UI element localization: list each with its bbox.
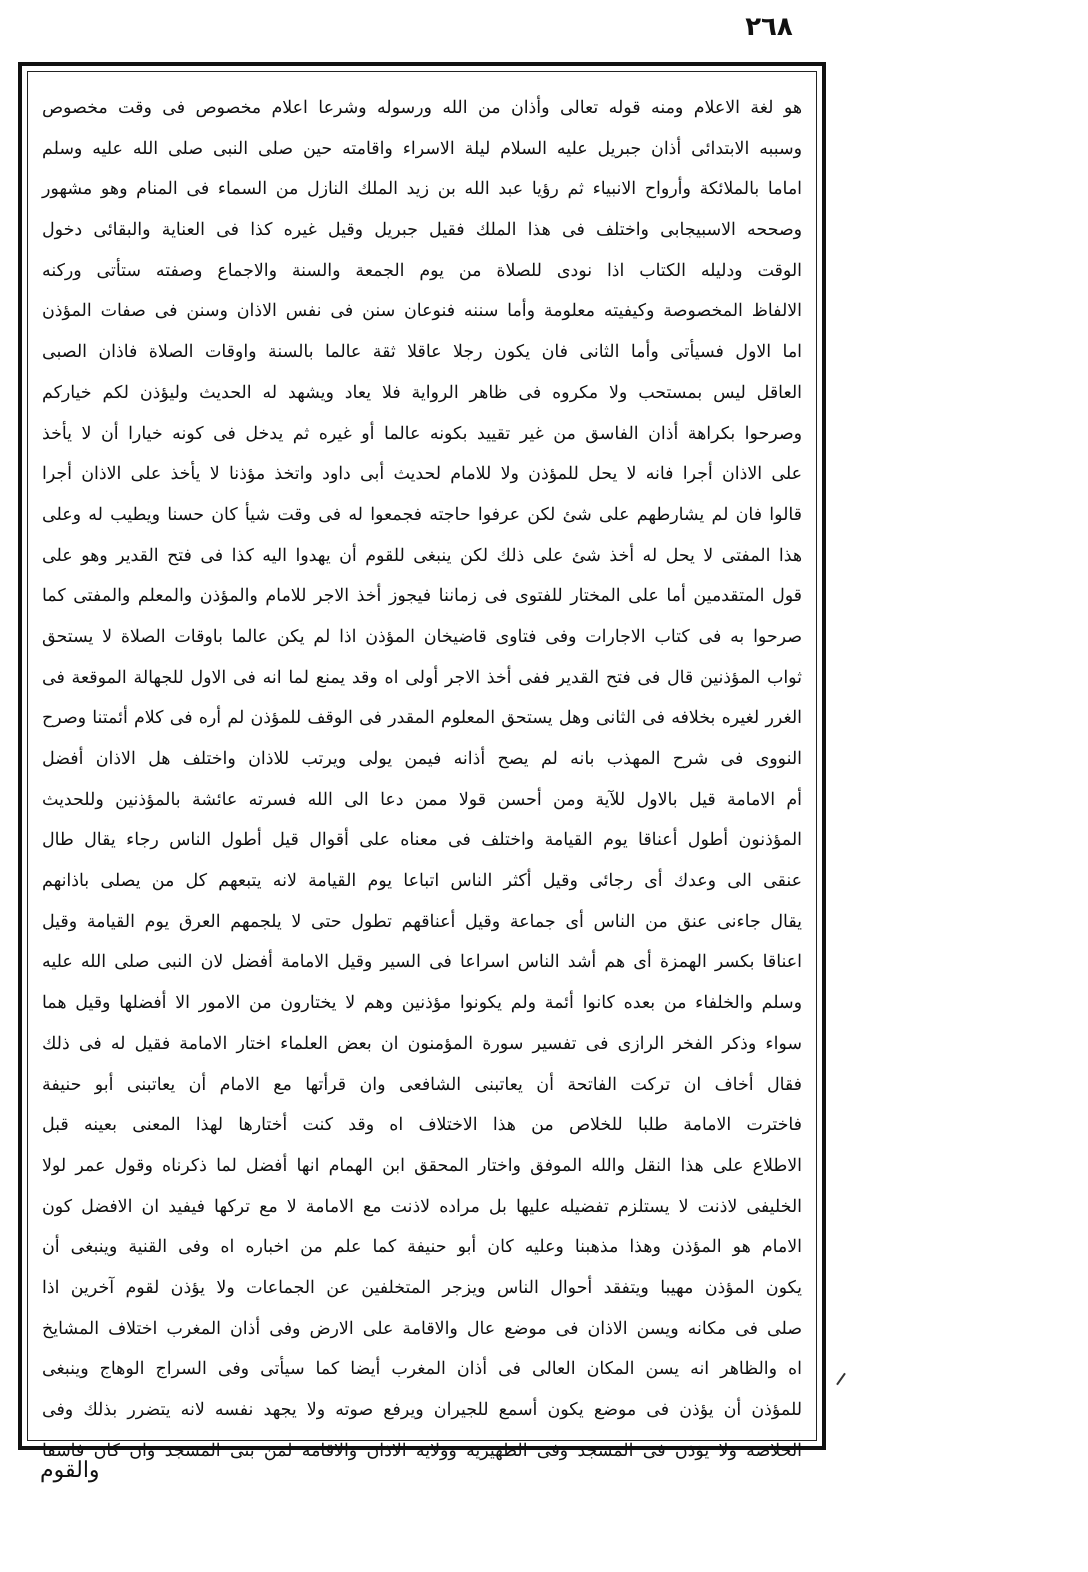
text-line: الغرر لغيره بخلافه فى الثانى وهل يستحق المعلوم المقدر فى الوقف للمؤذن لم أره فى كلام أئمتنا وصرح: [42, 708, 802, 729]
text-line: اه والظاهر انه يسن المكان العالى فى أذان المغرب أيضا كما سيأتى وفى السراج الوهاج وينبغى: [42, 1359, 802, 1380]
text-line: يقال جاءنى عنق من الناس أى جماعة وقيل أعناقهم تطول حتى لا يلجمهم العرق يوم القيامة وقيل: [42, 911, 802, 932]
text-line: الوقت ودليله الكتاب اذا نودى للصلاة من يوم الجمعة والسنة والاجماع وصفته ستأتى وركنه: [42, 260, 802, 281]
text-line: اعناقا بكسر الهمزة أى هم أشد الناس اسراعا فى السير وقيل الامامة أفضل لان النبى صلى الله عليه: [42, 952, 802, 973]
text-line: على الاذان أجرا فانه لا يحل للمؤذن ولا للامام لحديث أبى داود واتخذ مؤذنا لا يأخذ على الاذان أجرا: [42, 464, 802, 485]
text-line: اما الاول فسيأتى وأما الثانى فان يكون رجلا عاقلا ثقة عالما بالسنة واوقات الصلاة فاذان الصبى: [42, 342, 802, 363]
text-line: وصححه الاسبيجابى واختلف فى هذا الملك فقيل جبريل وقيل غيره كذا فى العناية والبقائى دخول: [42, 220, 802, 241]
margin-mark: [836, 1373, 846, 1386]
text-body: [27, 71, 817, 1461]
text-line: سواء وذكر الفخر الرازى فى تفسير سورة المؤمنون ان بعض العلماء اختار الامامة فقيل له فى ذلك: [42, 1033, 802, 1054]
text-line: ثواب المؤذنين قال فى فتح القدير ففى أخذ الاجر أولى اه وقد يمنع لما انه فى الاول للجهالة الموقعة فى: [42, 667, 802, 688]
text-line: المؤذنون أطول أعناقا يوم القيامة واختلف فى معناه على أقوال قيل أطول الناس رجاء يقال طال: [42, 830, 802, 851]
text-line: النووى فى شرح المهذب بانه لم يصح أذانه فيمن يولى ويرتب للاذان واختلف هل الاذان أفضل: [42, 749, 802, 769]
page-number: ٢٦٨: [745, 12, 793, 42]
text-line: صرحوا به فى كتاب الاجارات وفى فتاوى قاضيخان المؤذن اذا لم يكن عالما باوقات الصلاة لا يستحق: [42, 626, 802, 647]
text-line: الامام هو المؤذن وهذا مذهبنا وعليه كان أبو حنيفة كما علم من اخباره اه وفى القنية وينبغى أن: [42, 1237, 802, 1258]
text-line: يكون المؤذن مهيبا ويتفقد أحوال الناس ويزجر المتخلفين عن الجماعات ولا يؤذن لقوم آخرين اذا: [42, 1277, 802, 1298]
text-line: وسببه الابتدائى أذان جبريل عليه السلام ليلة الاسراء واقامته حين صلى النبى صلى الله عليه وسلم: [42, 138, 802, 159]
text-frame: [18, 62, 826, 1461]
text-line: عنقى الى وعدك أى رجائى وقيل أكثر الناس اتباعا يوم القيامة لانه يتبعهم كل من يصلى باذانهم: [42, 871, 802, 892]
text-line: اماما بالملائكة وأرواح الانبياء ثم رؤيا عبد الله بن زيد الملك النازل من السماء فى المنام وهو مشهور: [42, 179, 802, 200]
text-line: الاطلاع على هذا النقل والله الموفق واختار المحقق ابن الهمام انها أفضل لما ذكرناه وقول عمر لولا: [42, 1155, 802, 1176]
text-line: قالوا فان لم يشارطهم على شئ لكن عرفوا حاجته فجمعوا له فى وقت شيأ كان حسنا ويطيب له وعلى: [42, 504, 802, 525]
text-line: أم الامامة قيل بالاول للآية ومن أحسن قولا ممن دعا الى الله فسرته عائشة بالمؤذنين وللحديث: [42, 789, 802, 810]
text-line: صلى فى مكانه ويسن الاذان فى موضع عال والاقامة على الارض وفى أذان المغرب اختلاف المشايخ: [42, 1318, 802, 1339]
text-line: فاخترت الامامة طلبا للخلاص من هذا الاختلاف اه وقد كنت أختارها لهذا المعنى بعينه قبل: [42, 1115, 802, 1136]
text-line: وسلم والخلفاء من بعده كانوا أئمة ولم يكونوا مؤذنين وهم لا يختارون من الامور الا أفضلها وقيل هما: [42, 993, 802, 1014]
text-line: للمؤذن أن يؤذن فى موضع يكون أسمع للجيران ويرفع صوته ولا يجهد نفسه لانه يتضرر بذلك وفى: [42, 1400, 802, 1420]
text-line: قول المتقدمين أما على المختار للفتوى فى زماننا فيجوز أخذ الاجر للامام والمؤذن والمعلم والمفتى كما: [42, 586, 802, 607]
text-line: العاقل ليس بمستحب ولا مكروه فى ظاهر الرواية فلا يعاد ويشهد له الحديث وليؤذن لكم خياركم: [42, 382, 802, 403]
text-line: الخليفى لاذنت لا يستلزم تفضيله عليها بل مراده لاذنت مع الامامة لا مع تركها فيفيد ان الافضل كون: [42, 1196, 802, 1217]
text-line: هذا المفتى لا يحل له أخذ شئ على ذلك لكن ينبغى للقوم أن يهدوا اليه كذا فى فتح القدير وهو على: [42, 545, 802, 566]
text-line: وصرحوا بكراهة أذان الفاسق من غير تقييد بكونه عالما أو غيره ثم يدخل فى كونه خيارا أن لا يأخذ: [42, 423, 802, 444]
text-line: هو لغة الاعلام ومنه قوله تعالى وأذان من الله ورسوله وشرعا اعلام مخصوص فى وقت مخصوص: [42, 98, 802, 118]
text-line: الخلاصة ولا يؤذن فى المسجد وفى الظهيرية وولاية الاذان والاقامة لمن بنى المسجد وان كان فاسقا: [42, 1440, 802, 1461]
text-line: فقال أخاف ان تركت الفاتحة أن يعاتبنى الشافعى وان قرأتها مع الامام أن يعاتبنى أبو حنيفة: [42, 1074, 802, 1095]
text-line: الالفاظ المخصوصة وكيفيته معلومة وأما سننه فنوعان سنن فى نفس الاذان وسنن فى صفات المؤذن: [42, 301, 802, 322]
catchword: والقوم: [40, 1458, 100, 1483]
